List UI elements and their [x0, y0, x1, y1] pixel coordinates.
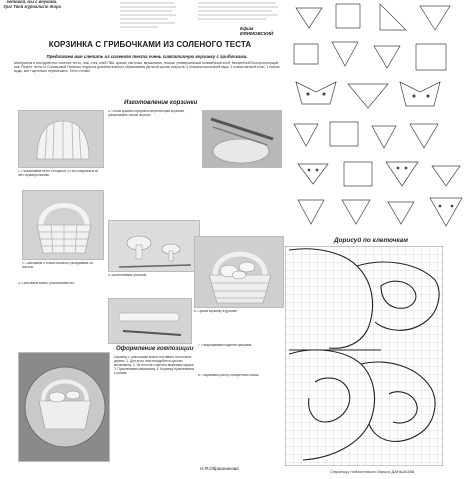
step3-caption: 3. Скатываем валик, раскатываем его.: [18, 282, 76, 285]
materials-paragraph: Материалы и инструменты: соленое тесто, нож, стек, клей ПВА, краски, кисточки, мешковина, тесьма, универсальный полимерный клей, бесцветный быстросохнущий лак. Рецепт теста от Соловьевой Натальи, педагога дополнительного образования Детской школы искусств: 2 стакана пшеничной муки, 1 стакан мелкой соли, 1 стакан воды, все тщательно перемешать. Тесто готово!: [14, 61, 280, 74]
step1-caption: 1. Раскатываем тесто толщиной 0,3 см и вырезаем из него прямоугольники.: [18, 170, 99, 177]
top-strip: [0, 0, 286, 36]
step5b-tools-illustration: [109, 299, 192, 344]
step6-caption: 6. Сушим корзинку в духовке.: [194, 310, 238, 313]
step7-caption: 7. Раскрашиваем изделие красками.: [198, 344, 253, 347]
drawing-grid: [285, 246, 443, 466]
article-title: КОРЗИНКА С ГРИБОЧКАМИ ИЗ СОЛЕНОГО ТЕСТА: [48, 40, 252, 49]
origami-diagrams: [288, 0, 476, 232]
step4-caption: 4. Чтобы красиво оформить верхний край корзинки, раскатываем тонкие жгутики.: [108, 110, 185, 117]
step8-caption: 8. Покрываем работу бесцветным лаком.: [198, 374, 260, 377]
top-signature: Ефим ЕФИМОВСКИЙ: [240, 26, 274, 36]
composition-photo: [18, 352, 110, 462]
top-note: готовой, мы с внуками. Ура! Твой журналист Жора: [3, 0, 61, 9]
step6-basket-mushrooms-illustration: [195, 237, 284, 308]
top-right-lines: [196, 0, 282, 26]
step5-caption: 5. Вылепливаем грибочки.: [108, 274, 148, 277]
article-author: Н.Я.Обрашникова: [200, 466, 239, 471]
footer-credit: Страницу подготовила Лариса ДАНЬШОВА: [330, 469, 415, 474]
section-heading-composition: Оформление композиции: [116, 346, 194, 352]
step4-tools-illustration: [203, 111, 282, 168]
step-right-text: [202, 194, 282, 234]
butterfly-grid-illustration: [285, 246, 443, 466]
top-mid-column: [118, 0, 180, 30]
step4-photo: [202, 110, 282, 168]
step1-dough-illustration: [19, 111, 104, 168]
composition-text: Корзинку с грибочками можно поставить на плоское дерево. 1. Для этого нам понадобится кусочек мешковины. 2. Из плотного картона вырезаем кружок. 3. Приклеиваем мешковину. 4. Корзинку приклеиваем к основе.: [114, 356, 195, 375]
origami-animals-illustration: [288, 0, 476, 232]
step5b-photo: [108, 298, 192, 344]
step1-photo: [18, 110, 104, 168]
step2-basket-illustration: [23, 191, 104, 260]
article-subtitle: Предлагаем вам слепить из соленого теста очень симпатичную корзинку с грибочками.: [46, 54, 248, 59]
section-heading-making: Изготовление корзинки: [124, 100, 198, 106]
step5-mushrooms-illustration: [109, 221, 200, 272]
step5-photo: [108, 220, 200, 272]
step2-caption: 2. Скатываем 4 тонких валика и укладываем на полосы.: [22, 262, 93, 269]
drawing-title: Дорисуй по клеточкам: [334, 237, 408, 244]
step4b-caption: [202, 170, 282, 192]
step2-photo: [22, 190, 104, 260]
step6-photo: [194, 236, 284, 308]
top-text-lines: [118, 0, 180, 30]
composition-illustration: [19, 353, 110, 462]
